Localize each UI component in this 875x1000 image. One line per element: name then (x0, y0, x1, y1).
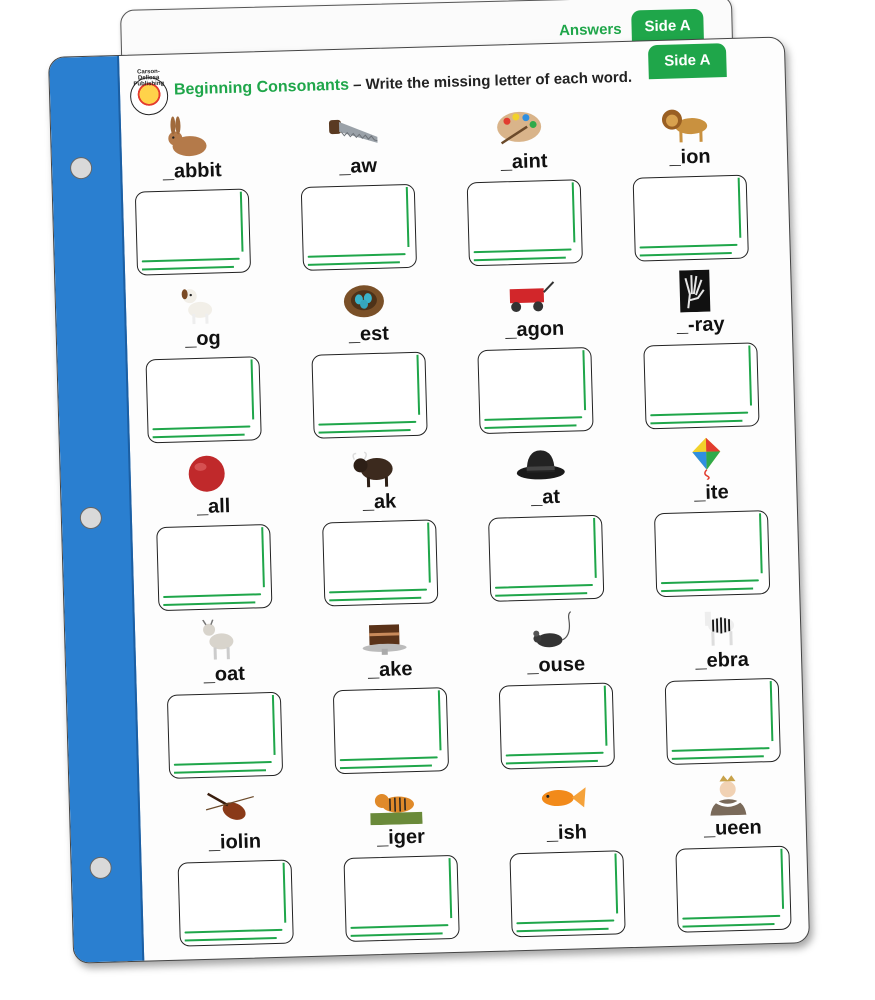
word-card (154, 450, 274, 613)
word-label: _ite (693, 481, 729, 505)
wagon-icon (503, 274, 556, 317)
word-card (143, 282, 263, 445)
answer-window[interactable] (477, 347, 593, 434)
answer-window[interactable] (311, 352, 427, 439)
ball-icon (182, 451, 235, 494)
answer-window[interactable] (167, 692, 283, 779)
word-card (299, 110, 419, 273)
word-label: _ion (669, 145, 711, 169)
word-card (641, 268, 761, 431)
answer-window[interactable] (499, 682, 615, 769)
goat-icon (193, 619, 246, 662)
word-row (151, 772, 775, 957)
word-card (309, 278, 429, 441)
binder-hole (80, 507, 103, 530)
binder-hole (89, 857, 112, 880)
hat-icon (514, 442, 567, 485)
word-card (165, 618, 285, 781)
word-label: _agon (505, 317, 565, 342)
answer-window[interactable] (156, 524, 272, 611)
word-label: _at (530, 485, 561, 509)
word-label: _abbit (162, 159, 222, 183)
nest-icon (337, 279, 390, 322)
answers-label: Answers (558, 20, 622, 40)
queen-icon (701, 773, 754, 816)
fish-icon (535, 777, 588, 820)
answer-window[interactable] (301, 184, 417, 271)
word-label: _ueen (703, 816, 763, 840)
word-card (663, 604, 783, 767)
x-ray-icon (669, 269, 722, 312)
side-tab[interactable]: Side A (648, 43, 727, 79)
word-row (147, 604, 771, 789)
word-label: _oat (203, 662, 246, 686)
saw-icon (327, 111, 380, 154)
word-label: _ouse (526, 653, 586, 677)
answer-window[interactable] (135, 188, 251, 275)
title-instructions: – Write the missing letter of each word. (348, 68, 633, 94)
answer-window[interactable] (178, 860, 294, 947)
tiger-icon (369, 782, 422, 825)
kite-icon (680, 437, 733, 480)
answer-window[interactable] (633, 175, 749, 262)
answer-window[interactable] (333, 687, 449, 774)
word-card (486, 441, 606, 604)
answer-window[interactable] (145, 356, 261, 443)
word-label: _ake (367, 658, 413, 682)
dog-icon (171, 283, 224, 326)
answer-window[interactable] (322, 519, 438, 606)
lion-icon (659, 102, 712, 145)
word-label: _iger (376, 825, 426, 850)
word-label: _ish (546, 821, 588, 845)
answer-window[interactable] (343, 855, 459, 942)
word-card (497, 608, 617, 771)
word-card (341, 781, 461, 944)
word-card (673, 772, 793, 935)
word-card (175, 785, 295, 948)
word-card (475, 273, 595, 436)
word-label: _aw (338, 154, 378, 178)
answer-window[interactable] (643, 342, 759, 429)
word-label: _est (348, 322, 390, 346)
word-label: _og (184, 327, 222, 351)
word-card (652, 436, 772, 599)
answer-window[interactable] (675, 846, 791, 933)
yak-icon (348, 446, 401, 489)
paint-palette-icon (493, 106, 546, 149)
word-label: _ebra (695, 648, 750, 673)
answer-window[interactable] (654, 510, 770, 597)
word-card (331, 613, 451, 776)
rabbit-icon (161, 115, 214, 158)
worksheet-title (174, 69, 633, 100)
publisher-logo: Carson-Dellosa Publishing (130, 77, 169, 116)
word-card (507, 776, 627, 939)
answer-side-tab[interactable]: Side A (631, 9, 704, 45)
word-label: _ak (362, 490, 397, 514)
word-card (133, 114, 253, 277)
cake-icon (359, 614, 412, 657)
word-row (137, 268, 761, 453)
worksheet (48, 36, 810, 963)
word-label: _all (196, 495, 231, 519)
answer-window[interactable] (467, 179, 583, 266)
mouse-icon (525, 609, 578, 652)
answer-window[interactable] (488, 515, 604, 602)
word-card (320, 445, 440, 608)
binder-spine (49, 56, 144, 963)
title-heading: Beginning Consonants (173, 76, 350, 99)
word-row (142, 436, 766, 621)
word-card (465, 105, 585, 268)
word-label: _aint (500, 150, 548, 174)
word-grid (133, 100, 776, 957)
zebra-icon (691, 605, 744, 648)
answer-window[interactable] (509, 850, 625, 937)
word-label: _iolin (208, 830, 262, 854)
binder-hole (70, 157, 93, 180)
violin-icon (203, 786, 256, 829)
word-card (631, 101, 751, 264)
word-label: _-ray (676, 313, 725, 337)
answer-window[interactable] (665, 678, 781, 765)
word-row (133, 100, 757, 285)
